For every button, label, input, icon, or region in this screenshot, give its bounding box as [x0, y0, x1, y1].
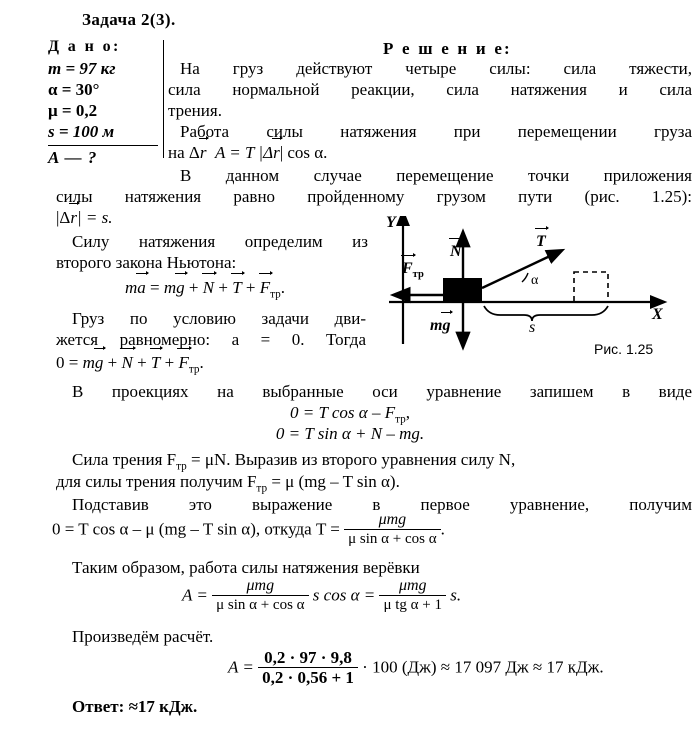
solution-p1-line3: трения. — [168, 101, 222, 120]
tension-denominator: μ sin α + cos α — [344, 529, 440, 548]
distance-s-label: s — [529, 319, 536, 336]
work-denominator-2: μ tg α + 1 — [379, 595, 446, 614]
equation-projection-x — [0, 403, 700, 425]
solution-p3-line2: силы натяжения равно пройденному грузом пути (рис. 1.25): — [56, 187, 692, 206]
g-vector: g — [176, 278, 185, 297]
F-friction-subscript-2: тр — [188, 363, 200, 376]
eq0-plus-1: + — [107, 353, 118, 372]
p7-sub-2: тр — [256, 482, 268, 495]
eq0-prefix: 0 = — [56, 353, 79, 372]
figure-free-body-diagram — [384, 216, 684, 356]
eq0-period: . — [199, 353, 204, 372]
answer-line — [72, 697, 197, 717]
calc-denominator: 0,2 · 0,56 + 1 — [258, 667, 358, 686]
angle-arc — [522, 273, 528, 282]
proj-x-text: 0 = T cos α – F — [290, 403, 396, 422]
proj-x-subscript: тр — [395, 413, 406, 426]
work-fraction-1 — [212, 577, 308, 614]
eqT-lhs: 0 = T cos α – μ (mg – T sin α), откуда T = — [52, 519, 340, 539]
given-line-distance: s = 100 м — [48, 122, 115, 141]
axis-x-label: X — [652, 306, 663, 323]
given-divider-line — [48, 145, 158, 146]
given-block — [48, 38, 160, 168]
N-vector: N — [202, 278, 215, 297]
given-line-mass: m = 97 кг — [48, 59, 116, 78]
solution-p5-line2: жется равномерно: a = 0. Тогда — [56, 330, 366, 349]
equation-newton-second-law — [125, 278, 285, 300]
given-find-target: A — ? — [48, 148, 98, 167]
given-line-angle: α = 30° — [48, 80, 100, 99]
friction-force-label — [402, 260, 424, 280]
solution-p1-line2: сила нормальной реакции, сила натяжения и сила — [168, 80, 692, 99]
solution-p3-line1: В данном случае перемещение точки приложения — [180, 166, 692, 185]
answer-label: Ответ: — [72, 697, 125, 716]
work-fraction-2 — [379, 577, 446, 614]
F-friction-vector: F — [259, 278, 271, 297]
solution-p4-line2: второго закона Ньютона: — [56, 253, 237, 272]
page-title: Задача 2(3). — [82, 10, 176, 29]
eq0-m: m — [82, 353, 95, 372]
F-friction-vector-2: F — [178, 353, 189, 372]
eq-period: . — [280, 278, 286, 297]
solution-p8-line1: Подставив это выражение в первое уравнение, получим — [72, 495, 692, 514]
solution-p5-line1: Груз по условию задачи дви- — [72, 309, 366, 328]
equation-tension-solved — [52, 512, 445, 549]
tension-fraction — [344, 511, 440, 548]
block-shape — [443, 278, 482, 302]
distance-brace — [484, 306, 608, 321]
calc-numerator: 0,2 · 97 · 9,8 — [264, 648, 352, 667]
N-vector-2: N — [121, 353, 133, 372]
equation-projection-y: 0 = T sin α + N – mg. — [275, 424, 425, 443]
delta-r-vector-3: r — [70, 208, 77, 227]
eqcalc-rest: · 100 (Дж) ≈ 17 097 Дж ≈ 17 кДж. — [362, 657, 604, 677]
p7-c: для силы трения получим F — [56, 472, 257, 491]
normal-force-label — [450, 243, 462, 261]
solution-p6-line1: В проекциях на выбранные оси уравнение запишем в виде — [72, 382, 692, 401]
p7-b: = μN. Выразив из второго уравнения силу N, — [186, 450, 516, 469]
eqA-end: s. — [450, 585, 462, 605]
figure-caption: Рис. 1.25 — [594, 341, 654, 357]
equation-equilibrium — [56, 353, 204, 375]
work-numerator-1: μmg — [246, 577, 275, 594]
solution-p2-line2 — [168, 143, 327, 163]
equation-numeric-calculation — [228, 650, 604, 687]
mg-label-m: m — [430, 317, 443, 334]
eqT-period: . — [440, 519, 445, 539]
p2-post: | cos α. — [279, 143, 328, 162]
delta-r-vector-2: r — [273, 143, 280, 162]
solution-p9-line1: Таким образом, работа силы натяжения верёвки — [72, 558, 420, 577]
eq-m1: m — [125, 278, 138, 297]
eq0-plus-2: + — [137, 353, 147, 372]
calc-fraction — [258, 649, 358, 686]
equation-work-final — [182, 578, 461, 615]
given-vertical-rule — [163, 40, 164, 158]
eq-plus-2: + — [218, 278, 228, 297]
eq-equals: = — [150, 278, 160, 297]
F-label-subscript: тр — [412, 269, 424, 281]
given-heading: Д а н о: — [48, 38, 121, 55]
a-vector: a — [137, 278, 146, 297]
solution-p4-line1: Силу натяжения определим из — [72, 232, 368, 251]
g-label-vector: g — [442, 317, 451, 334]
eq-m2: m — [163, 278, 177, 297]
eq-plus-1: + — [188, 278, 199, 297]
angle-alpha-label: α — [531, 273, 539, 288]
solution-p10-line1: Произведём расчёт. — [72, 627, 214, 646]
solution-p3-line3 — [56, 208, 112, 228]
eq-plus-3: + — [245, 278, 256, 297]
eqA-mid: s cos α = — [312, 585, 376, 605]
p7-d: = μ (mg – T sin α). — [267, 472, 400, 491]
axis-y-label: Y — [386, 214, 396, 231]
proj-x-comma: , — [405, 403, 410, 422]
work-numerator-2: μmg — [398, 577, 427, 594]
p7-a: Сила трения F — [72, 450, 177, 469]
solution-p7-line1 — [72, 450, 515, 472]
tension-force-arrow — [482, 256, 550, 288]
p2-mid: A = T |Δ — [214, 143, 274, 162]
solution-p1-line1: На груз действуют четыре силы: сила тяжести, — [180, 59, 692, 78]
T-vector: T — [232, 278, 242, 297]
p7-sub-1: тр — [176, 460, 187, 473]
F-label-vector: F — [402, 260, 413, 277]
p3-prefix: |Δ — [56, 208, 71, 227]
answer-value: ≈17 кДж. — [128, 697, 198, 716]
T-label-vector: T — [536, 233, 546, 250]
p2-prefix: на Δ — [168, 143, 200, 162]
eqA-lhs: A = — [182, 585, 208, 605]
work-denominator-1: μ sin α + cos α — [212, 595, 308, 614]
g-vector-2: g — [94, 353, 104, 372]
F-friction-subscript: тр — [270, 288, 281, 301]
tension-numerator: μmg — [378, 511, 407, 528]
T-vector-2: T — [150, 353, 161, 372]
p3-post: | = s. — [76, 208, 113, 227]
gravity-force-label — [430, 317, 450, 335]
delta-r-vector-1: r — [199, 143, 207, 162]
solution-heading: Р е ш е н и е: — [383, 39, 512, 58]
given-line-mu: μ = 0,2 — [48, 101, 98, 120]
solution-p2-line1: Работа силы натяжения при перемещении груза — [180, 122, 692, 141]
tension-force-label — [536, 233, 546, 251]
solution-p7-line2 — [56, 472, 400, 494]
eqcalc-lhs: A = — [228, 657, 254, 677]
ghost-block-shape — [574, 272, 608, 302]
N-label-vector: N — [450, 243, 462, 260]
eq0-plus-3: + — [164, 353, 175, 372]
